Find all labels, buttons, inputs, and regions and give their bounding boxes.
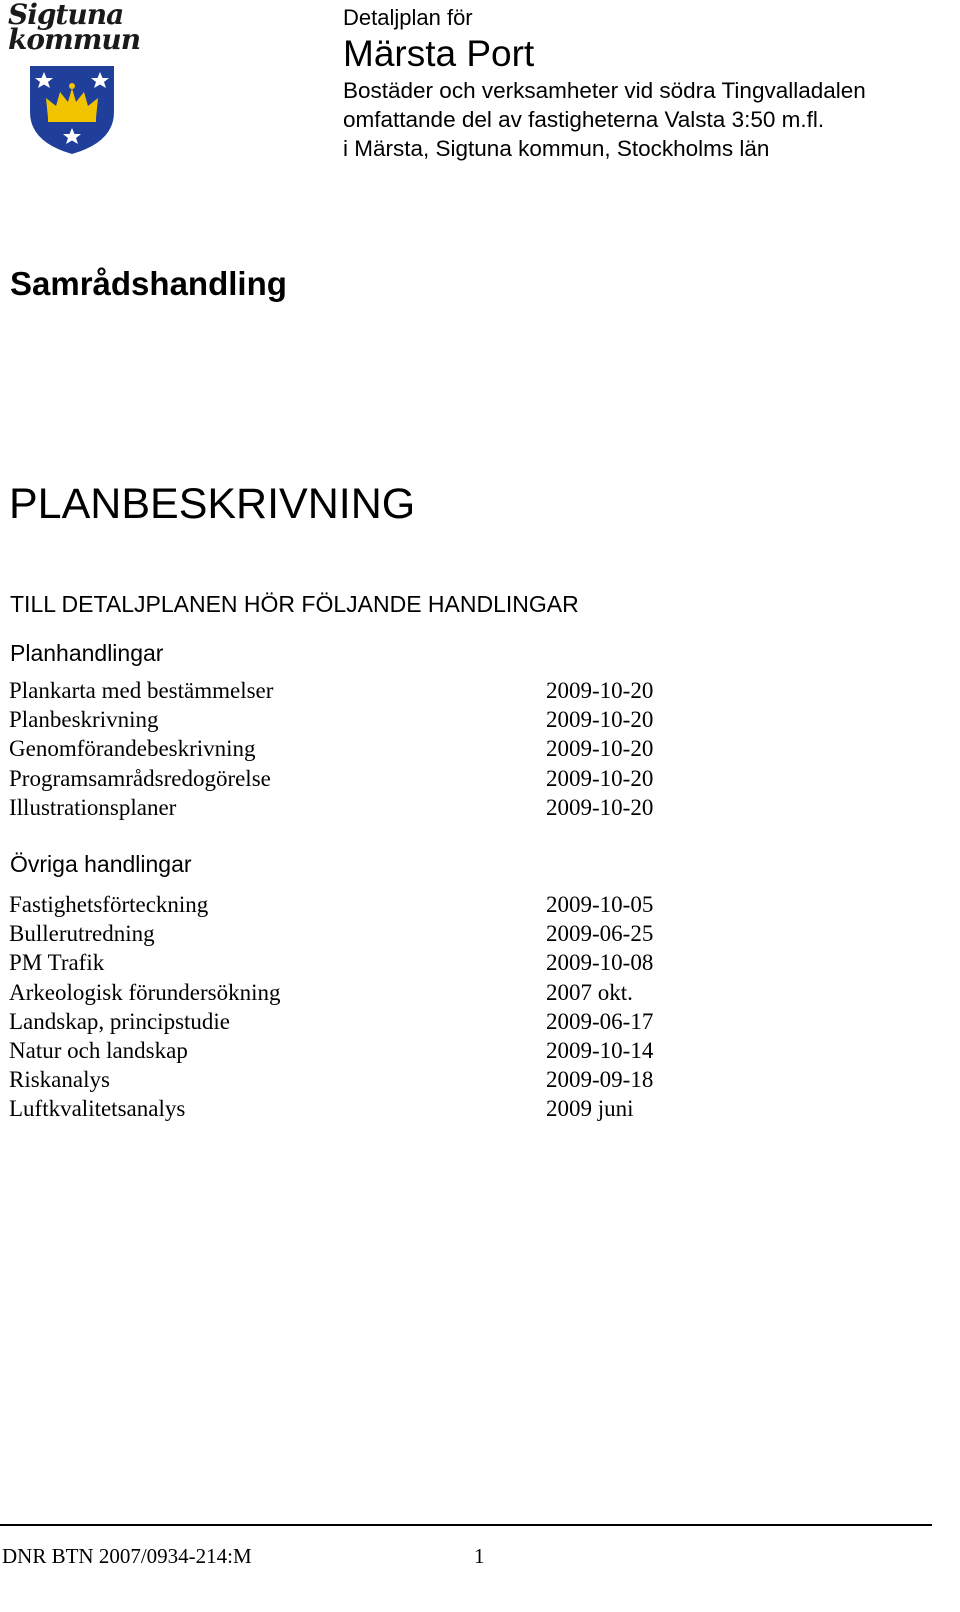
item-date: 2009-10-20 — [546, 765, 654, 791]
header-line5: i Märsta, Sigtuna kommun, Stockholms län — [343, 136, 770, 161]
item-date: 2009-10-20 — [546, 736, 654, 762]
item-name: Natur och landskap — [9, 1037, 188, 1063]
header-line4: omfattande del av fastigheterna Valsta 3:50 m.fl. — [343, 107, 825, 132]
item-date: 2009 juni — [546, 1096, 634, 1122]
section-heading-planhandlingar: Planhandlingar — [10, 640, 164, 666]
list-item — [9, 734, 709, 763]
list-item — [9, 1036, 709, 1065]
item-name: Genomförandebeskrivning — [9, 736, 256, 762]
logo-wordmark-line2: kommun — [8, 23, 141, 56]
list-item — [9, 705, 709, 734]
page-number: 1 — [474, 1544, 485, 1568]
item-name: Illustrationsplaner — [9, 794, 177, 820]
item-name: Plankarta med bestämmelser — [9, 678, 274, 703]
planhandlingar-list — [9, 676, 709, 822]
section-heading-ovriga: Övriga handlingar — [10, 851, 192, 877]
header-line3: Bostäder och verksamheter vid södra Tingvalladalen — [343, 78, 866, 103]
plan-header — [343, 4, 953, 163]
item-date: 2009-10-05 — [546, 892, 654, 917]
list-item — [9, 890, 709, 919]
header-title: Märsta Port — [343, 33, 535, 74]
item-date: 2009-10-20 — [546, 707, 654, 733]
item-name: Landskap, principstudie — [9, 1008, 231, 1034]
item-date: 2009-09-18 — [546, 1067, 654, 1093]
documents-subtitle: TILL DETALJPLANEN HÖR FÖLJANDE HANDLINGAR — [10, 591, 579, 617]
item-date: 2007 okt. — [546, 979, 633, 1005]
list-item — [9, 948, 709, 977]
item-name: Bullerutredning — [9, 921, 155, 947]
item-name: PM Trafik — [9, 950, 105, 976]
list-item — [9, 1007, 709, 1036]
item-date: 2009-06-25 — [546, 921, 654, 947]
item-name: Luftkvalitetsanalys — [9, 1096, 186, 1122]
item-name: Programsamrådsredogörelse — [9, 765, 271, 791]
item-name: Riskanalys — [9, 1067, 110, 1093]
item-date: 2009-10-20 — [546, 678, 654, 703]
logo-wordmark-line1: Sigtuna — [8, 0, 124, 31]
document-title: PLANBESKRIVNING — [9, 480, 416, 528]
list-item — [9, 1094, 709, 1123]
coat-of-arms-icon — [26, 64, 118, 156]
item-date: 2009-06-17 — [546, 1008, 654, 1034]
item-name: Fastighetsförteckning — [9, 892, 209, 917]
header-line1: Detaljplan för — [343, 5, 473, 30]
list-item — [9, 793, 709, 822]
list-item — [9, 978, 709, 1007]
list-item — [9, 919, 709, 948]
list-item — [9, 676, 709, 705]
footer-dnr: DNR BTN 2007/0934-214:M — [2, 1544, 252, 1568]
list-item — [9, 1065, 709, 1094]
item-name: Planbeskrivning — [9, 707, 159, 733]
item-date: 2009-10-14 — [546, 1037, 654, 1063]
logo-wordmark — [8, 0, 141, 56]
document-status: Samrådshandling — [10, 265, 287, 302]
sigtuna-kommun-logo — [6, 0, 141, 162]
footer-divider — [0, 1524, 932, 1526]
item-name: Arkeologisk förundersökning — [9, 979, 281, 1005]
ovriga-handlingar-list — [9, 890, 709, 1124]
item-date: 2009-10-08 — [546, 950, 654, 976]
list-item — [9, 764, 709, 793]
item-date: 2009-10-20 — [546, 794, 654, 820]
